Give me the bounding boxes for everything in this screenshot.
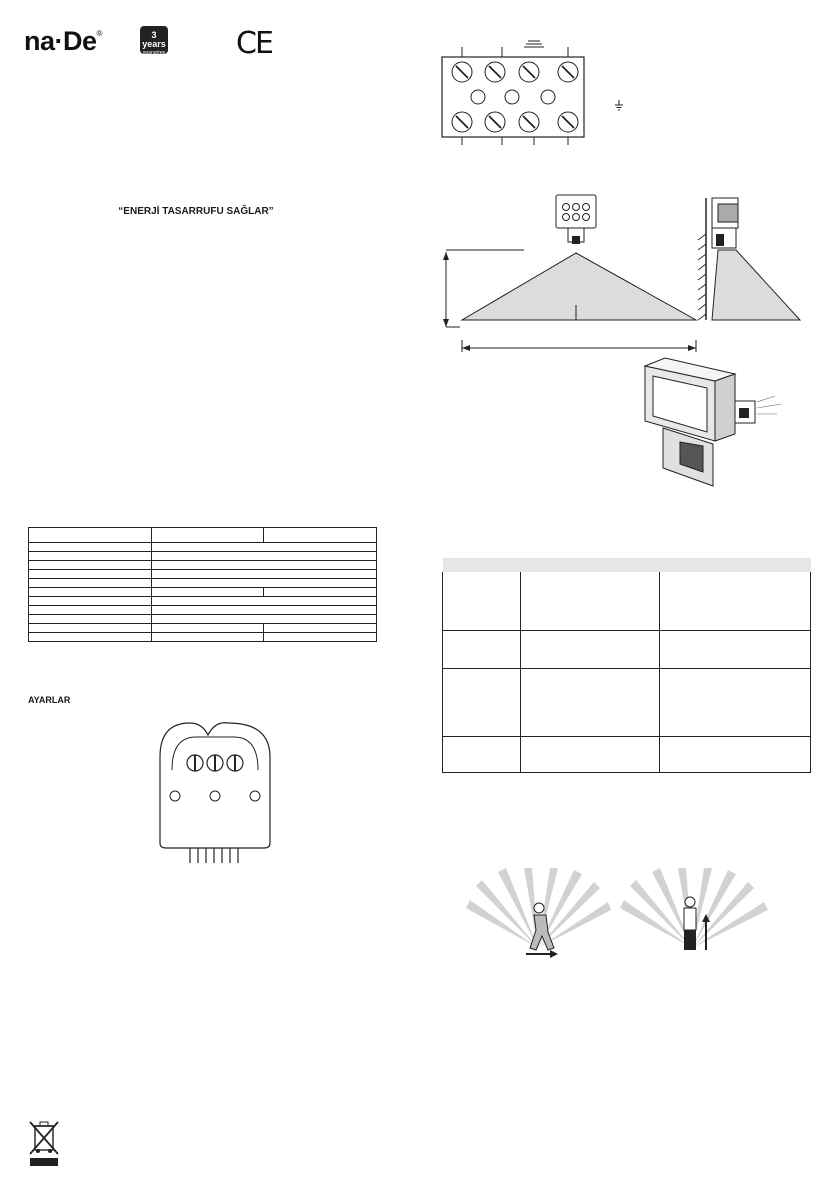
walking-person-icon xyxy=(466,868,611,960)
table-row xyxy=(29,561,377,570)
table-row xyxy=(29,570,377,579)
table-row xyxy=(443,558,811,572)
table-row xyxy=(29,528,377,543)
table-row xyxy=(443,572,811,630)
table-row xyxy=(29,588,377,597)
table-row xyxy=(443,736,811,772)
table-row xyxy=(29,615,377,624)
table-row xyxy=(29,597,377,606)
settings-heading: AYARLAR xyxy=(28,695,71,705)
weee-bin-icon xyxy=(28,1120,60,1168)
mode-table xyxy=(442,558,811,773)
table-row xyxy=(29,579,377,588)
floodlight-illustration xyxy=(635,356,805,486)
warranty-badge: 3 years guarantee xyxy=(140,26,168,54)
brand-logo: na·De® xyxy=(24,26,102,56)
ce-mark: CE xyxy=(236,26,272,61)
terminal-block-diagram xyxy=(440,35,640,150)
table-row xyxy=(443,668,811,736)
table-row xyxy=(29,543,377,552)
standing-person-icon xyxy=(620,868,768,960)
table-row xyxy=(29,624,377,633)
table-row xyxy=(29,633,377,642)
table-row xyxy=(29,552,377,561)
table-row xyxy=(29,606,377,615)
sensor-dial-diagram xyxy=(150,715,280,870)
spec-table xyxy=(28,527,377,642)
ground-symbol-icon xyxy=(614,100,624,112)
slogan-text: “ENERJİ TASARRUFU SAĞLAR” xyxy=(118,206,274,217)
table-row xyxy=(443,630,811,668)
detection-range-diagram xyxy=(436,190,806,360)
